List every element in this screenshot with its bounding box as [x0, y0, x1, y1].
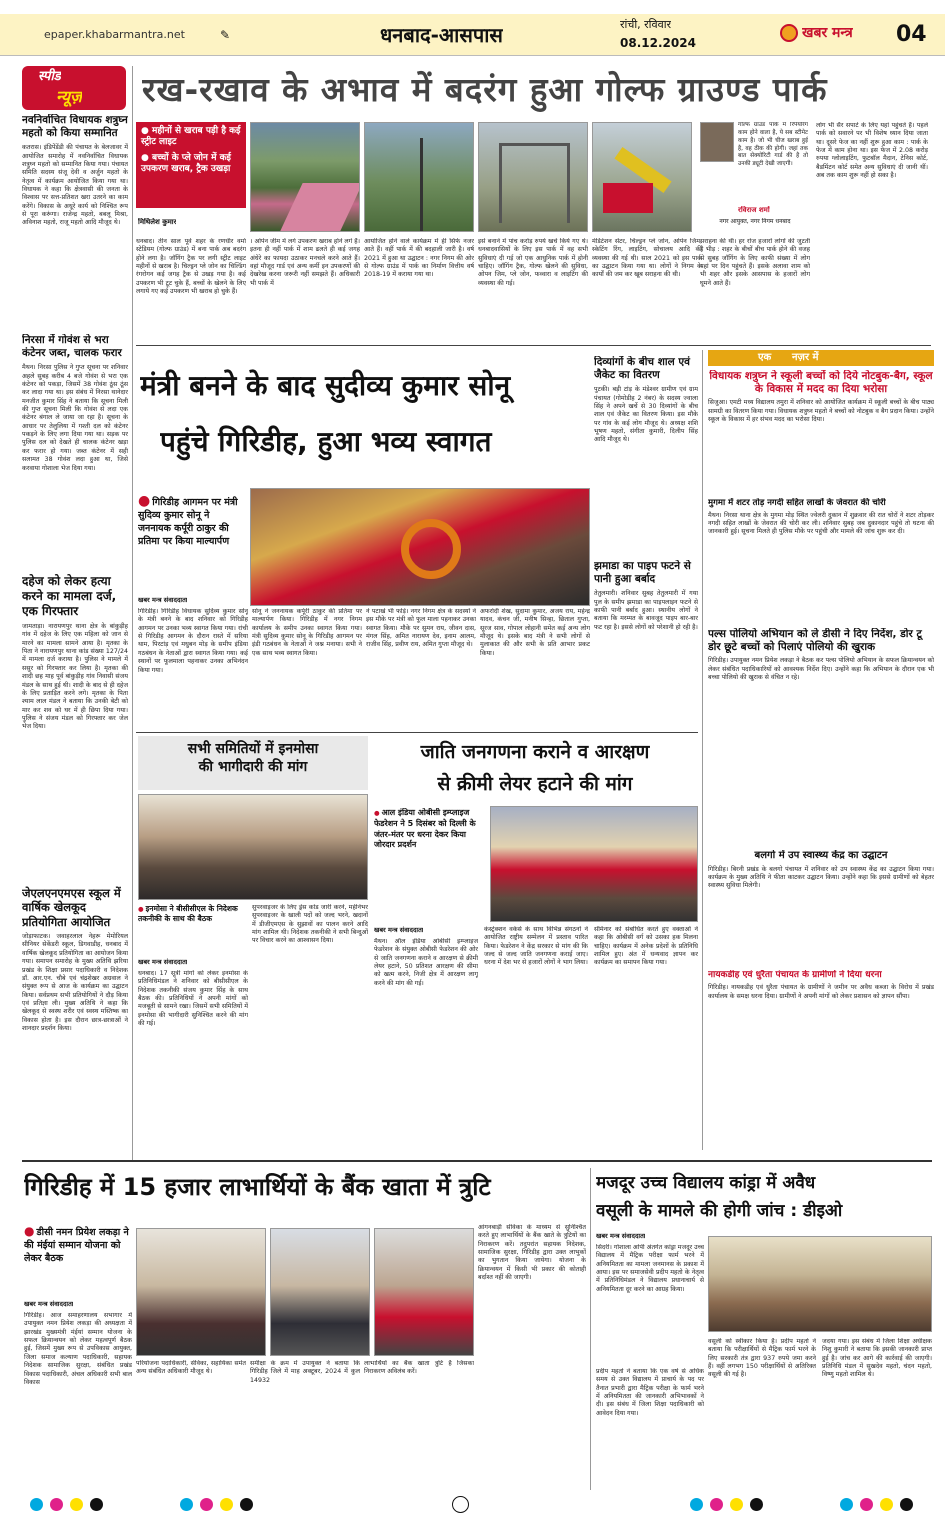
caste-col2: कंस्ट्रेक्शन वर्कर्स के साथ विभिन्न संगठनों ने आयोजित राष्ट्रीय सम्मेलन में प्रस्ताव पारित किया। फेडरेशन ने केंद्र सरकार से मांग की कि जल्द से जल्द जाति जनगणना कराई जाए। धरना में देश भर से हजारों लोगों ने भाग लिया। — [484, 926, 588, 967]
registration-dot — [860, 1498, 873, 1511]
nazar-item-title: मुगमा में शटर तोड़ नगदी सहित लाखों के जेवरात की चोरी — [708, 498, 886, 508]
speed-news-logo — [22, 66, 126, 110]
column-divider — [132, 66, 133, 1161]
bank-photo-3 — [374, 1228, 474, 1356]
nazar-item-title: पल्स पोलियो अभियान को ले डीसी ने दिए निर्देश, डोर टू डोर छूटे बच्चों को पिलाएं पोलियो की खुराक — [708, 628, 922, 654]
sudivya-col3: ने पटाखे भी फोड़े। नगर निगम क्षेत्र के सदस्यों ने इस मौके पर मंत्री को फूल माला पहनाकर उनका स्वागत किया। मौके पर सुमन राय, जीवन दास, मंगल सिंह, अमित नारायण देव, इनाम आलम, राजीव सिंह, प्रवीण राय, अमित गुप्ता मौजूद थे। — [366, 608, 476, 649]
nazar-item — [708, 850, 934, 960]
bank-col1: गिरिडीह। आज समाहरणालय सभागार में उपायुक्त नमन प्रियेश लकड़ा की अध्यक्षता में झारखंड मुख्यमंत्री मंईयां सम्मान योजना के सफल क्रियान्वयन को लेकर महत्वपूर्ण बैठक हुई, जिसमें मुख्य रूप से उपविकास आयुक्त, जिला समाज कल्याण पदाधिकारी, सहायक निदेशक सामाजिक सुरक्षा, संबंधित प्रखंड विकास पदाधिकारी, अंचल अधिकारी सभी बाल विकास — [24, 1312, 132, 1386]
bank-headline: गिरिडीह में 15 हजार लाभार्थियों के बैंक खाता में त्रुटि — [24, 1173, 491, 1201]
cursor-icon: ✎ — [220, 28, 231, 42]
speed-item-title: निरसा में गोवंश से भरा कंटेनर जब्त, चालक फरार — [22, 334, 122, 360]
sudivya-headline-1: मंत्री बनने के बाद सुदीव्य कुमार सोनू — [140, 369, 511, 402]
registration-dot — [880, 1498, 893, 1511]
nazar-item-title: विधायक शत्रुघ्न ने स्कूली बच्चों को दिये नोटबुक-बैग, स्कूल के विकास में मदद का दिया भरोसा — [709, 370, 933, 396]
golf-col6: सराहना की थी। हर रोज हजारों लोगों की जुटती है भीड़ : शहर के बीचों बीच पार्क होने की वजह से सुबह जॉगिंग के लिए काफी संख्या में लोग यहां पर दिन पहुंचते हैं। इसके अलावा शाम को भी शहर और इसके आसपास के हजारों लोग घूमने आते हैं। — [700, 238, 810, 287]
golf-col2: । ओपेन जीम में लगे उपकरण खराब होने लगे हैं। इतना ही नहीं पार्क में शाम ढलते ही कई जगह अंधेरे का फायदा उठाकर मनचले करने आते हैं। वहां मौजूद गार्ड एवं अन्य कर्मी इन उपकरणों की देखरेख करना जरूरी नहीं समझते हैं। अधिकारी भी पार्क में — [250, 238, 360, 287]
quote-text: गोल्फ ग्राउंड पार्क में रिपेयरिंग काम होने वाला है, ये सब स्टीमेट काम है। जो भी चीज खराब हुई है, वह ठीक की होगी। जहां तक बात सेक्योरिटी गार्ड की है तो उनकी ड्यूटी देखी जाएगी। — [738, 122, 808, 168]
school-photo — [708, 1236, 932, 1332]
bank-col2: परियोजना पदाधिकारी, सेविका, सहायिका समेत अन्य संबंधित अधिकारी मौजूद थे। — [136, 1360, 246, 1376]
golf-col1: धनबाद। तीन साल पूर्व शहर के रणधीर वर्मा स्टेडियम (गोल्फ ग्राउंड) में बना पार्क अब बदरंग होने लगा है। जॉगिंग ट्रैक पर लगी स्ट्रीट लाइट महीनों से खराब है। चिल्ड्रन प्ले जोन का चिल्डिंग रंगरोगन कई जगह ट्रैक से उखड़ गया है। कई उपकरण भी टूट चुके हैं, बच्चों के खेलने के लिए लगाये गए कई उपकरण भी खराब हो चुके हैं। — [136, 238, 246, 296]
ek-nazar-tag-2: नज़र में — [792, 352, 819, 363]
inmosa-col1: धनबाद। 17 सूत्री मांगों को लेकर इनमोसा के प्रतिनिधिमंडल ने शनिवार को बीसीसीएल के निदेशक तकनीकी संजय कुमार सिंह के साथ बैठक की। प्रतिनिधियों ने अपनी मांगों को मजबूती से सामने रखा। जिसमें सभी समितियों में इनमोसा की भागीदारी सुनिश्चित करने की मांग की गई। — [138, 970, 248, 1028]
speed-item-title: नवनिर्वाचित विधायक शत्रुघ्न महतो को किया सम्मानित — [22, 114, 128, 140]
swing-post — [499, 143, 502, 223]
bank-byline: खबर मन्त्र संवाददाता — [24, 1300, 74, 1308]
highlight-text: गिरिडीह आगमन पर मंत्री सुदिव्य कुमार सोनू ने जननायक कर्पूरी ठाकुर की प्रतिमा पर किया माल्यार्पण — [138, 497, 238, 548]
registration-dot — [730, 1498, 743, 1511]
print-registration-strip — [0, 1492, 945, 1517]
registration-crosshair-icon — [452, 1496, 469, 1513]
quote-photo — [700, 122, 734, 162]
caste-headline-1: जाति जनगणना कराने व आरक्षण — [420, 741, 650, 763]
registration-dot — [220, 1498, 233, 1511]
registration-dot — [900, 1498, 913, 1511]
nazar-item-title: नायकडीह एवं धुरैता पंचायत के ग्रामीणों ने दिया धरना — [708, 970, 882, 980]
masthead — [0, 0, 945, 60]
header-date: 08.12.2024 — [620, 36, 696, 50]
speed-news-logo-bottom: न्यूज़ — [56, 87, 82, 106]
registration-dot — [70, 1498, 83, 1511]
sudivya-photo — [250, 488, 590, 606]
caste-byline: खबर मन्त्र संवाददाता — [374, 926, 424, 934]
school-col2: प्रदीप महतो ने बताया कि एक वर्ष से अधिक समय से उक्त विद्यालय में प्राचार्य के पद पर तैनात प्रभारी द्वारा मैट्रिक परीक्षा के फार्म भरने में अनियमितता की जानकारी अभिभावकों ने दी। इस संबंध में जिला शिक्षा पदाधिकारी को आवेदन दिया गया। — [596, 1368, 704, 1417]
column-divider — [702, 350, 703, 1150]
inmosa-highlight — [138, 904, 248, 954]
speed-item-body: जोड़ाफाटक। जवाहरलाल नेहरू मेमोरियल सीनियर सेकेंडरी स्कूल, डिगवाडीह, धनबाद में वार्षिक खेलकूद प्रतियोगिता का आयोजन किया गया। समापन समारोह के मुख्य अतिथि झरिया प्रखंड के शिक्षा प्रसार पदाधिकारी व निदेशक डॉ. आर.एन. चौबे एवं चंद्रशेखर अग्रवाल ने संयुक्त रूप से आज के कार्यक्रम का उद्घाटन किया। सर्वप्रथम सभी प्रतियोगियों ने दौड़ किया एवं प्रतिज्ञा ली। मुख्य अतिथि ने कहा कि खेलकूद से स्वस्थ शरीर एवं स्वस्थ मस्तिष्क का विकास होता है। इस दौरान छात्र-छात्राओं ने शानदार प्रदर्शन किया। — [22, 933, 128, 1033]
speed-item — [22, 574, 128, 889]
golf-photo-light-pole — [364, 122, 474, 232]
ek-nazar-tag — [708, 350, 934, 366]
highlight-item: ● महीनों से खराब पड़ी है कई स्ट्रीट लाइट — [141, 126, 241, 148]
speed-item-title: दहेज को लेकर हत्या करने का मामला दर्ज, एक गिरफ्तार — [22, 574, 117, 618]
registration-dot — [180, 1498, 193, 1511]
nazar-item-body: सिजुआ। एमटी मध्य विद्यालय तमुरा में शनिवार को आयोजित कार्यक्रम में स्कूली बच्चों के बीच पाठ्य सामग्री का वितरण किया गया। विधायक शत्रुघ्न महतो ने बच्चों को नोटबुक व बैग प्रदान किया। उन्होंने स्कूल के विकास में हर संभव मदद का भरोसा दिया। — [708, 399, 934, 423]
school-col1: सिंदरी। गोशाला ओपी अंतर्गत कांड्रा मजदूर उच्च विद्यालय में मैट्रिक परीक्षा फार्म भरने में अनियमितता का मामला जनमानस के प्रकाश में आया। इस पर समाजसेवी प्रदीप महतो के नेतृत्व में प्रतिनिधिमंडल ने विद्यालय प्रधानाचार्य से अनियमितता दूर करने का आग्रह किया। — [596, 1244, 704, 1293]
golf-photo-swings — [478, 122, 588, 232]
section-divider — [22, 1160, 932, 1162]
registration-dot — [710, 1498, 723, 1511]
school-headline-2: वसूली के मामले की होगी जांच : डीइओ — [596, 1201, 843, 1221]
speed-item-body: मैथन। निरसा पुलिस ने गुप्त सूचना पर शनिवार अहले सुबह करीब 4 बजे गोवंश से भरा एक कंटेनर को पकड़ा, जिसमें 38 गोवंश ठूंस ठूंस कर लादा गया था। इस संबंध में निरसा थानेदार मनजीत कुमार सिंह ने बताया कि सूचना मिली की गुप्त सूचना मिली कि गोवंश से लदा एक कंटेनर बंगाल ले जाया जा रहा है। सूचना के आधार पर तेलुलिया में गश्ती दल को कंटेनर पकड़ने के लिए लगा दिया गया था। सड़क पर पुलिस दल को देखते ही चालक कंटेनर खड़ा कर फरार हो गया। जब्त कंटेनर में सही सलामत 38 गोवंश लदा हुआ था, जिसे करवाया गोशाला भेज दिया गया। — [22, 364, 128, 472]
golf-highlights — [136, 122, 246, 208]
ek-nazar-column — [708, 350, 934, 1150]
blankets-story — [594, 356, 698, 556]
blankets-title: दिव्यांगों के बीच शाल एवं जैकेट का वितरण — [594, 356, 691, 382]
nazar-item — [708, 970, 934, 1150]
registration-dot — [30, 1498, 43, 1511]
school-col4: जदया गया। इस संबंध में जिला शिक्षा अधीक्षक निशु कुमारी ने बताया कि इसकी जानकारी प्राप्त हुई है। जांच कर आगे की कार्रवाई की जाएगी। प्रतिनिधि मंडल में सुखदेव महतो, चंदन महतो, विष्णु महतो शामिल थे। — [822, 1338, 932, 1379]
section-divider — [136, 732, 698, 733]
highlight-item: ● बच्चों के प्ले जोन में कई उपकरण खराब, ट्रैक उखड़ा — [141, 152, 231, 174]
slide-support — [603, 183, 653, 213]
inmosa-headline — [138, 736, 368, 790]
school-headline-1: मजदूर उच्च विद्यालय कांड्रा में अवैध — [596, 1173, 816, 1193]
highlight-text: आल इंडिया ओबीसी इम्प्लाइज फेडरेशन ने 5 दिसंबर को दिल्ली के जंतर-मंतर पर धरना देकर किया जोरदार प्रदर्शन — [374, 808, 476, 850]
nazar-item — [708, 628, 934, 848]
speed-item — [22, 334, 128, 584]
swing-frame — [499, 143, 569, 146]
page-number: 04 — [896, 22, 927, 47]
school-byline: खबर मन्त्र संवाददाता — [596, 1232, 646, 1240]
registration-dot — [840, 1498, 853, 1511]
quote-role: नगर आयुक्त, नगर निगम धनबाद — [719, 218, 791, 225]
registration-dot — [200, 1498, 213, 1511]
golf-col7: लोग भी सैर सपाटे के लिए यहां पहुंचते हैं। पहले पार्क को सवारने पर भी विशेष ध्यान दिया जाता था। दूसरे फेज का नहीं शुरू हुआ काम : पार्क के फेज में काम होना था। इस फेज में 2.08 करोड़ रुपया ग्लोलाइटिंग, फुटबॉल मैदान, टेनिस कोर्ट, बैडमिंटन कोर्ट समेत अन्य सुविधाएं दी जानी थीं। अब तक काम शुरू नहीं हो सका है। — [816, 122, 928, 180]
caste-col1: मैथन। ऑल इंडिया ओबीसी इम्प्लाइज फेडरेशन के संयुक्त ओबीसी फेडरेशन की ओर से जाति जनगणना कराने व आरक्षण से क्रीमी लेयर हटाने, 50 प्रतिशत आरक्षण की सीमा को खत्म करने, निजी क्षेत्र में आरक्षण लागू करने की मांग की गई। — [374, 938, 478, 987]
caste-headline-2: से क्रीमी लेयर हटाने की मांग — [437, 773, 633, 795]
bullet-icon: ● — [24, 1224, 35, 1238]
speed-item-body: जामताड़ा। नारायणपुर थाना क्षेत्र के बांकुड़ीह गांव में दहेज के लिए एक महिला को जान से मारने का मामला सामने आया है। मृतका के पिता ने नारायणपुर थाना कांड संख्या 127/24 में मामला दर्ज कराया है। पुलिस ने मामले में ससुर को गिरफ्तार कर लिया है। मृतका की शादी छह माह पूर्व बांकुड़ीह गांव निवासी संजय मंडल के साथ हुई थी। शादी के बाद से ही दहेज के लिए प्रताड़ित करने लगे। मृतका के पिता श्याम लाल मंडल ने बताया कि उनकी बेटी को मार कर शव को घर में ही छिपा दिया गया। पुलिस ने संजय मंडल को गिरफ्तार कर जेल भेज दिया। — [22, 623, 128, 731]
section-divider — [136, 345, 931, 346]
bank-col3: समीक्षा के क्रम में उपायुक्त ने बताया कि गिरिडीह जिले में माह अक्टूबर, 2024 में कुल 14932 — [250, 1360, 360, 1384]
highlight-text: बच्चों के प्ले जोन में कई उपकरण खराब, ट्रैक उखड़ा — [141, 152, 231, 174]
golf-photo-park-path — [250, 122, 360, 232]
golf-col3: आयोजित होने वाले कार्यक्रम में ही सिर्फ नजर आते हैं। वहीं पार्क में की बदहाली जारी है। वर्ष 2021 में हुआ था उद्घाटन : नगर निगम की ओर से गोल्फ ग्राउंड में पार्क का निर्माण वित्तीय वर्ष 2018-19 में कराया गया था। — [364, 238, 474, 279]
bullet-icon: ● — [138, 493, 151, 509]
highlight-text: इनमोसा ने बीसीसीएल के निदेशक तकनीकी के साथ की बैठक — [138, 904, 238, 923]
registration-dot — [50, 1498, 63, 1511]
registration-dot — [240, 1498, 253, 1511]
registration-dot — [690, 1498, 703, 1511]
sudivya-col4: अफरोदी शेख, सुदामा कुमार, अजय राय, महेन्द्र यादव, कंचन जी, मनीष सिन्हा, छिताल गुप्ता, सूरज साव, गोपाल लोहानी समेत कई अन्य लोग मौजूद थे। इसके बाद मंत्री ने सभी लोगों से मुलाकात की और सभी के प्रति आभार प्रकट किया। — [480, 608, 590, 657]
nazar-item-body: गिरिडीह। नायकडीह एवं धुरैता पंचायत के ग्रामीणों ने जमीन पर अवैध कब्जा के विरोध में प्रखंड कार्यालय के समक्ष धरना दिया। ग्रामीणों ने अपनी मांगों को लेकर प्रशासन को ज्ञापन सौंपा। — [708, 984, 934, 1000]
golf-headline: रख-रखाव के अभाव में बदरंग हुआ गोल्फ ग्राउण्ड पार्क — [142, 70, 828, 109]
header-url[interactable]: epaper.khabarmantra.net — [44, 28, 185, 41]
speed-item-title: जेएलएनएमएस स्कूल में वार्षिक खेलकूद प्रतियोगिता आयोजित — [22, 886, 121, 929]
inmosa-col2: सुपरवाइजर के लिए ड्रेस कोड जारी करने, महीनेभर सुपरवाइजर के खाली पदों को जल्द भरने, खदानों में डीजीएमएस के सुझावों का पालन करने आदि मांग शामिल थी। निदेशक तकनीकी ने सभी बिन्दुओं पर विचार करने का आश्वासन दिया। — [252, 904, 368, 945]
golf-col5: मेडिटेशन सेंटर, चिल्ड्रन प्ले जोन, ओपेन जिम, स्केटिंग रिंग, लाइटिंग, सोचालय आदि की व्यवस्था की गई थी। साल 2021 को इस पार्क का उद्घाटन किया गया था। लोगों ने निगम के कार्यों की जम कर खूब सराहना की थी। — [592, 238, 702, 279]
blankets-body: पुटकी। बड़ी टांड़ के मंडेश्वर ग्रामीण एवं ग्राम पंचायत (गोमोडीह 2 नंबर) के सदस्य ज्वाला सिंह ने अपने खर्चे से 30 दिव्यांगों के बीच शाल एवं जैकेट का वितरण किया। इस मौके पर गांव के कई लोग मौजूद थे। अध्यक्ष शशि भूषण महतो, संगीता कुमारी, दिलीप सिंह आदि मौजूद थे। — [594, 386, 698, 444]
golf-byline: मिथिलेश कुमार — [138, 218, 177, 226]
pipe-story — [594, 560, 698, 728]
speed-news-column — [22, 66, 130, 1161]
bank-photo-2 — [270, 1228, 370, 1356]
pipe-title: झमाडा का पाइप फटने से पानी हुआ बर्बाद — [594, 560, 691, 586]
caste-highlight — [374, 808, 486, 918]
registration-dot — [750, 1498, 763, 1511]
highlight-text: डीसी नमन प्रियेश लकड़ा ने की मंईयां सम्मान योजना को लेकर बैठक — [24, 1227, 129, 1264]
inmosa-byline: खबर मन्त्र संवाददाता — [138, 958, 188, 966]
nazar-item — [708, 370, 934, 492]
sudivya-headline-2: पहुंचे गिरिडीह, हुआ भव्य स्वागत — [160, 425, 492, 458]
speed-news-logo-top: स्पीड — [38, 69, 61, 84]
park-path — [279, 183, 360, 232]
registration-dot — [90, 1498, 103, 1511]
school-col3: वसूली को स्वीकार किया है। प्रदीप महतो ने बताया कि परीक्षार्थियों से मैट्रिक फार्म भरने के लिए सरकारी तंत्र द्वारा 937 रुपये जमा करने हैं। वहीं लगभग 150 परीक्षार्थियों से अतिरिक्त वसूली की गई है। — [708, 1338, 816, 1379]
brand-name: खबर मन्त्र — [802, 25, 853, 41]
sudivya-highlight — [138, 492, 244, 592]
swing-post — [567, 143, 570, 223]
inmosa-title-2: की भागीदारी की मांग — [198, 759, 308, 776]
caste-photo — [490, 806, 698, 922]
nazar-item-body: गिरिडीह। उपायुक्त नमन प्रियेश लकड़ा ने बैठक कर पल्स पोलियो अभियान के सफल क्रियान्वयन को लेकर संबंधित पदाधिकारियों को आवश्यक निर्देश दिए। उन्होंने कहा कि अभियान के दौरान एक भी बच्चा पोलियो की खुराक से वंचित न रहे। — [708, 657, 934, 681]
speed-item — [22, 114, 128, 349]
inmosa-title-1: सभी समितियों में इनमोसा — [187, 741, 319, 757]
bank-highlight — [24, 1224, 134, 1294]
bullet-icon: ● — [138, 905, 144, 913]
nazar-item-body: गिरिडीह। बिरनी प्रखंड के बलगो पंचायत में शनिवार को उप स्वास्थ्य केंद्र का उद्घाटन किया गया। कार्यक्रम के मुख्य अतिथि ने फीता काटकर उद्घाटन किया। उन्होंने कहा कि इससे ग्रामीणों को बेहतर स्वास्थ्य सुविधा मिलेगी। — [708, 865, 934, 890]
column-divider — [590, 1168, 591, 1490]
highlight-text: महीनों से खराब पड़ी है कई स्ट्रीट लाइट — [141, 126, 241, 148]
golf-col4: इसे बनाने में पांच करोड़ रुपये खर्च किये गए थे। धनबादवासियों के लिए इस पार्क में वह सभी सुविधाएं दी गई जो एक आधुनिक पार्क में होनी चाहिए। जॉगिंग ट्रैक, गोल्फ खेलने की सुविधा, ओपन जिम, प्ले जोन, फव्वारा व लाइटिंग की व्यवस्था की गई। — [478, 238, 588, 287]
header-city-day: रांची, रविवार — [620, 18, 672, 31]
sudivya-byline: खबर मन्त्र संवाददाता — [138, 596, 188, 604]
pipe-body: तेतुलमारी। शनिवार सुबह तेतुलमारी में गया पुल के समीप झमाडा का पाइपलाइन फटने से काफी पानी बर्बाद हुआ। स्थानीय लोगों ने बताया कि मरम्मत के बावजूद पाइप बार-बार फट रहा है। इससे लोगों को परेशानी हो रही है। — [594, 590, 698, 631]
brand-logo-icon — [780, 24, 798, 42]
light-pole — [420, 138, 423, 232]
golf-photo-slide — [592, 122, 692, 232]
speed-item-body: कतरास। इंडिपेंडेंडी की पंचायत के बेलजावर में आयोजित समारोह में नवनिर्वाचित विधायक शत्रुघ्न महतो को सम्मानित किया गया। पंचायत समिति सदस्य संजू देवी व अर्जुन महतो के नेतृत्व में कार्यक्रम आयोजित किया गया था। विधायक ने कहा कि क्षेत्रवासी की जनता के विश्वास पर सत्त-प्रतिशत खरा उतरने का काम करेंगे। विकास के अधूरे कार्य को निश्चित रूप से पूरा करूंगा। राजेन्द्र महतो, बबलू मिश्रा, अविनाश महतो, राजू महतो आदि मौजूद थे। — [22, 144, 128, 227]
speed-item — [22, 886, 128, 1161]
golf-quote-box — [700, 122, 810, 234]
inmosa-photo — [138, 794, 368, 900]
garland — [401, 519, 461, 579]
nazar-item-body: मैथन। निरसा थाना क्षेत्र के मुगमा मोड़ स्थित ज्वेलरी दुकान में शुक्रवार की रात चोरों ने शटर तोड़कर नगदी सहित लाखों के जेवरात की चोरी कर ली। शनिवार सुबह जब दुकानदार पहुंचे तो घटना की जानकारी हुई। सूचना मिलते ही पुलिस मौके पर पहुंची और मामले की जांच शुरू कर दी। — [708, 511, 934, 536]
caste-col3: सेमिनार को संबोधित करते हुए वक्ताओं ने कहा कि ओबीसी वर्ग को उसका हक मिलना चाहिए। कार्यक्रम में अनेक प्रदेशों के प्रतिनिधि शामिल हुए। अंत में धन्यवाद ज्ञापन कर कार्यक्रम का समापन किया गया। — [594, 926, 698, 967]
nazar-item-title: बलगो में उप स्वास्थ्य केंद्र का उद्घाटन — [754, 850, 888, 861]
bank-photo-1 — [136, 1228, 266, 1356]
bank-col5: आंगनबाड़ी सेविका के माध्यम से सुनिश्चित करते हुए लाभार्थियों के बैंक खाते के त्रुटियों का निराकरण करें। तदुपरांत सहायक निदेशक, सामाजिक सुरक्षा, गिरिडीह द्वारा उक्त लाभुकों का भुगतान किया जायेगा। योजना के क्रियान्वयन में किसी भी प्रकार की कोताही बर्दाश्त नहीं की जाएगी। — [478, 1224, 586, 1282]
quote-name: रविराज शर्मा — [738, 206, 770, 214]
nazar-item — [708, 498, 934, 618]
section-title: धनबाद-आसपास — [380, 23, 503, 47]
sudivya-col2: सोनू ने जननायक कर्पूरी ठाकुर की प्रतिमा पर माल्यार्पण किया। गिरिडीह में नगर निगम कार्यालय के समीप उनका स्वागत किया गया। मंत्री सुदिव्य कुमार सोनू के गिरिडीह आगमन पर इंडी गठबंधन के नेताओं ने जश्न मनाया। सभी ने एक साथ भव्य स्वागत किया। — [252, 608, 362, 657]
ek-nazar-tag-1: एक — [758, 352, 772, 363]
bullet-icon: ● — [374, 809, 380, 817]
bank-col4: लाभार्थियों का बैंक खाता त्रुटि है जिसका निराकरण अविलंब करें। — [364, 1360, 474, 1376]
sudivya-col1: गिरिडीह। गिरिडीह विधायक सुदिव्य कुमार सोनू के मंत्री बनने के बाद शनिवार को गिरिडीह आगमन पर उनका भव्य स्वागत किया गया। रांची से गिरिडीह आगमन के दौरान रास्ते में सरिया थाम, पिरटांड़ एवं मधुबन मोड़ के समीप इंडिया गठबंधन के नेताओं द्वारा स्वागत किया गया। कई स्थानों पर फूलमाला पहनाकर उनका अभिनंदन किया गया। — [138, 608, 248, 674]
